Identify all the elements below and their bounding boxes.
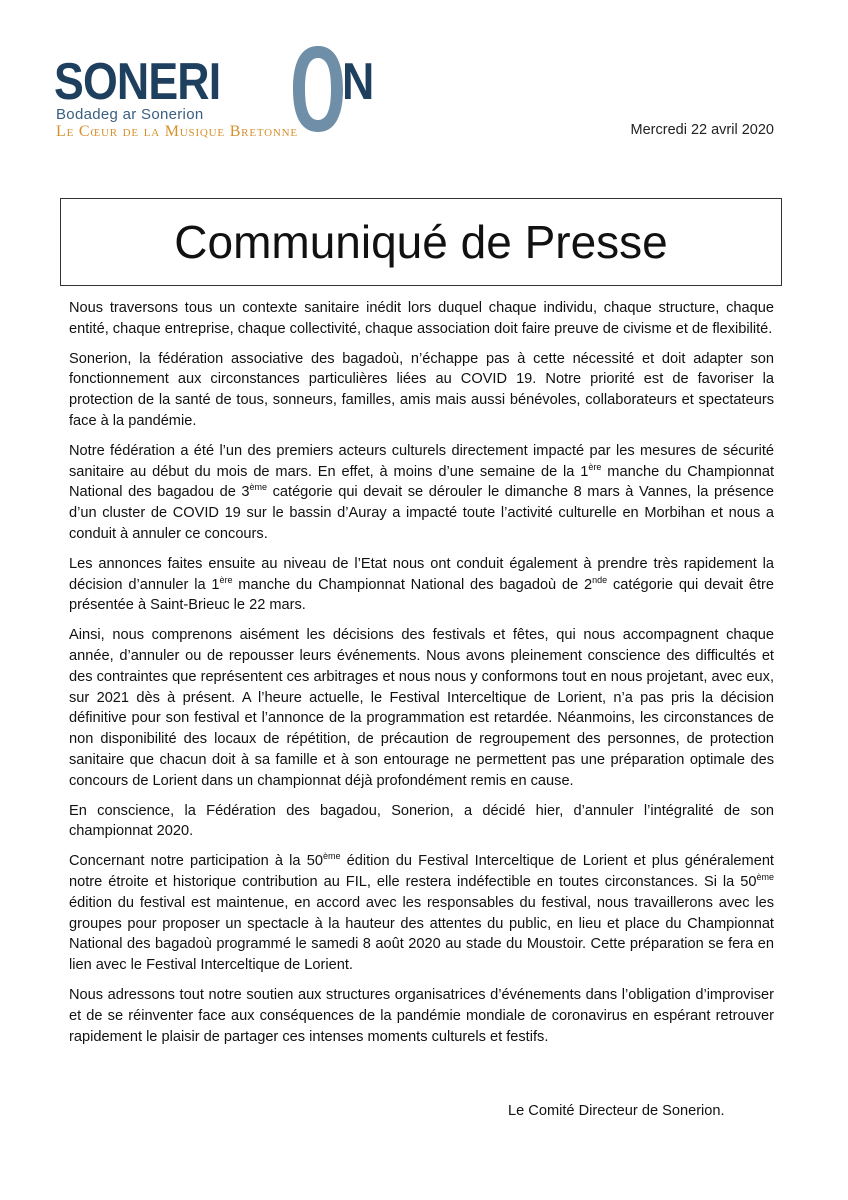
signature: Le Comité Directeur de Sonerion. xyxy=(508,1103,725,1119)
logo-tagline: Le Cœur de la Musique Bretonne xyxy=(56,123,298,140)
press-release-body xyxy=(69,298,774,1056)
page-title: Communiqué de Presse xyxy=(174,216,668,268)
paragraph-8: Nous adressons tout notre soutien aux structures organisatrices d’événements dans l’obligation d’improviser et de se réinventer face aux conséquences de la pandémie mondiale de coronavirus en espérant retrouver rapidement le plaisir de partager ces intenses moments culturels et festifs. xyxy=(69,986,774,1045)
document-date: Mercredi 22 avril 2020 xyxy=(630,122,774,138)
logo-brand-text: SONERI xyxy=(54,53,221,111)
logo-o-emblem-icon xyxy=(291,44,345,134)
paragraph-7: Concernant notre participation à la 50ème édition du Festival Interceltique de Lorient et plus généralement notre étroite et historique contribution au FIL, elle restera indéfectible en toutes circonstances. Si la 50ème édition du festival est maintenue, en accord avec les responsables du festival, nous travaillerons avec les groupes pour proposer un spectacle à la hauteur des attentes du public, en lieu et place du Championnat National des bagadoù programmé le samedi 8 août 2020 au stade du Moustoir. Cette préparation se fera en lien avec le Festival Interceltique de Lorient. xyxy=(69,851,774,974)
title-box xyxy=(60,198,782,286)
paragraph-1: Nous traversons tous un contexte sanitaire inédit lors duquel chaque individu, chaque structure, chaque entité, chaque entreprise, chaque collectivité, chaque association doit faire preuve de civisme et de flexibilité. xyxy=(69,300,774,337)
paragraph-5: Ainsi, nous comprenons aisément les décisions des festivals et fêtes, qui nous accompagnent chaque année, d’annuler ou de repousser leurs événements. Nous avons pleinement conscience des difficultés et des contraintes que représentent ces arbitrages et nous nous y conformons tout en nous projetant, avec eux, sur 2021 dès à présent. A l’heure actuelle, le Festival Interceltique de Lorient, n’a pas pris la décision définitive pour son festival et l’annonce de la programmation est retardée. Néanmoins, les circonstances de non disponibilité des locaux de répétition, de précaution de regroupement des personnes, de protection sanitaire que chacun doit à sa famille et à son entourage ne permettent pas une préparation optimale des concours de Lorient dans un championnat déjà profondément remis en cause. xyxy=(69,627,774,789)
logo-subtitle: Bodadeg ar Sonerion xyxy=(56,106,204,123)
paragraph-2: Sonerion, la fédération associative des bagadoù, n’échappe pas à cette nécessité et doit adapter son fonctionnement aux circonstances particulières liées au COVID 19. Notre priorité est de favoriser la protection de la santé de tous, sonneurs, familles, amis mais aussi bénévoles, collaborateurs et spectateurs face à la pandémie. xyxy=(69,350,774,429)
sonerion-logo xyxy=(54,44,375,144)
paragraph-3: Notre fédération a été l’un des premiers acteurs culturels directement impacté par les mesures de sécurité sanitaire au début du mois de mars. En effet, à moins d’une semaine de la 1ère manche du Championnat National des bagadou de 3ème catégorie qui devait se dérouler le dimanche 8 mars à Vannes, la présence d’un cluster de COVID 19 sur le bassin d’Auray a impacté toute l’activité culturelle en Morbihan et nous a conduit à annuler ce concours. xyxy=(69,442,775,542)
paragraph-4: Les annonces faites ensuite au niveau de l’Etat nous ont conduit également à prendre très rapidement la décision d’annuler la 1ère manche du Championnat National des bagadoù de 2nde catégorie qui devait être présentée à Saint-Brieuc le 22 mars. xyxy=(69,555,774,614)
logo-brand-end: N xyxy=(342,53,375,111)
paragraph-6: En conscience, la Fédération des bagadou, Sonerion, a décidé hier, d’annuler l’intégralité de son championnat 2020. xyxy=(69,802,774,840)
